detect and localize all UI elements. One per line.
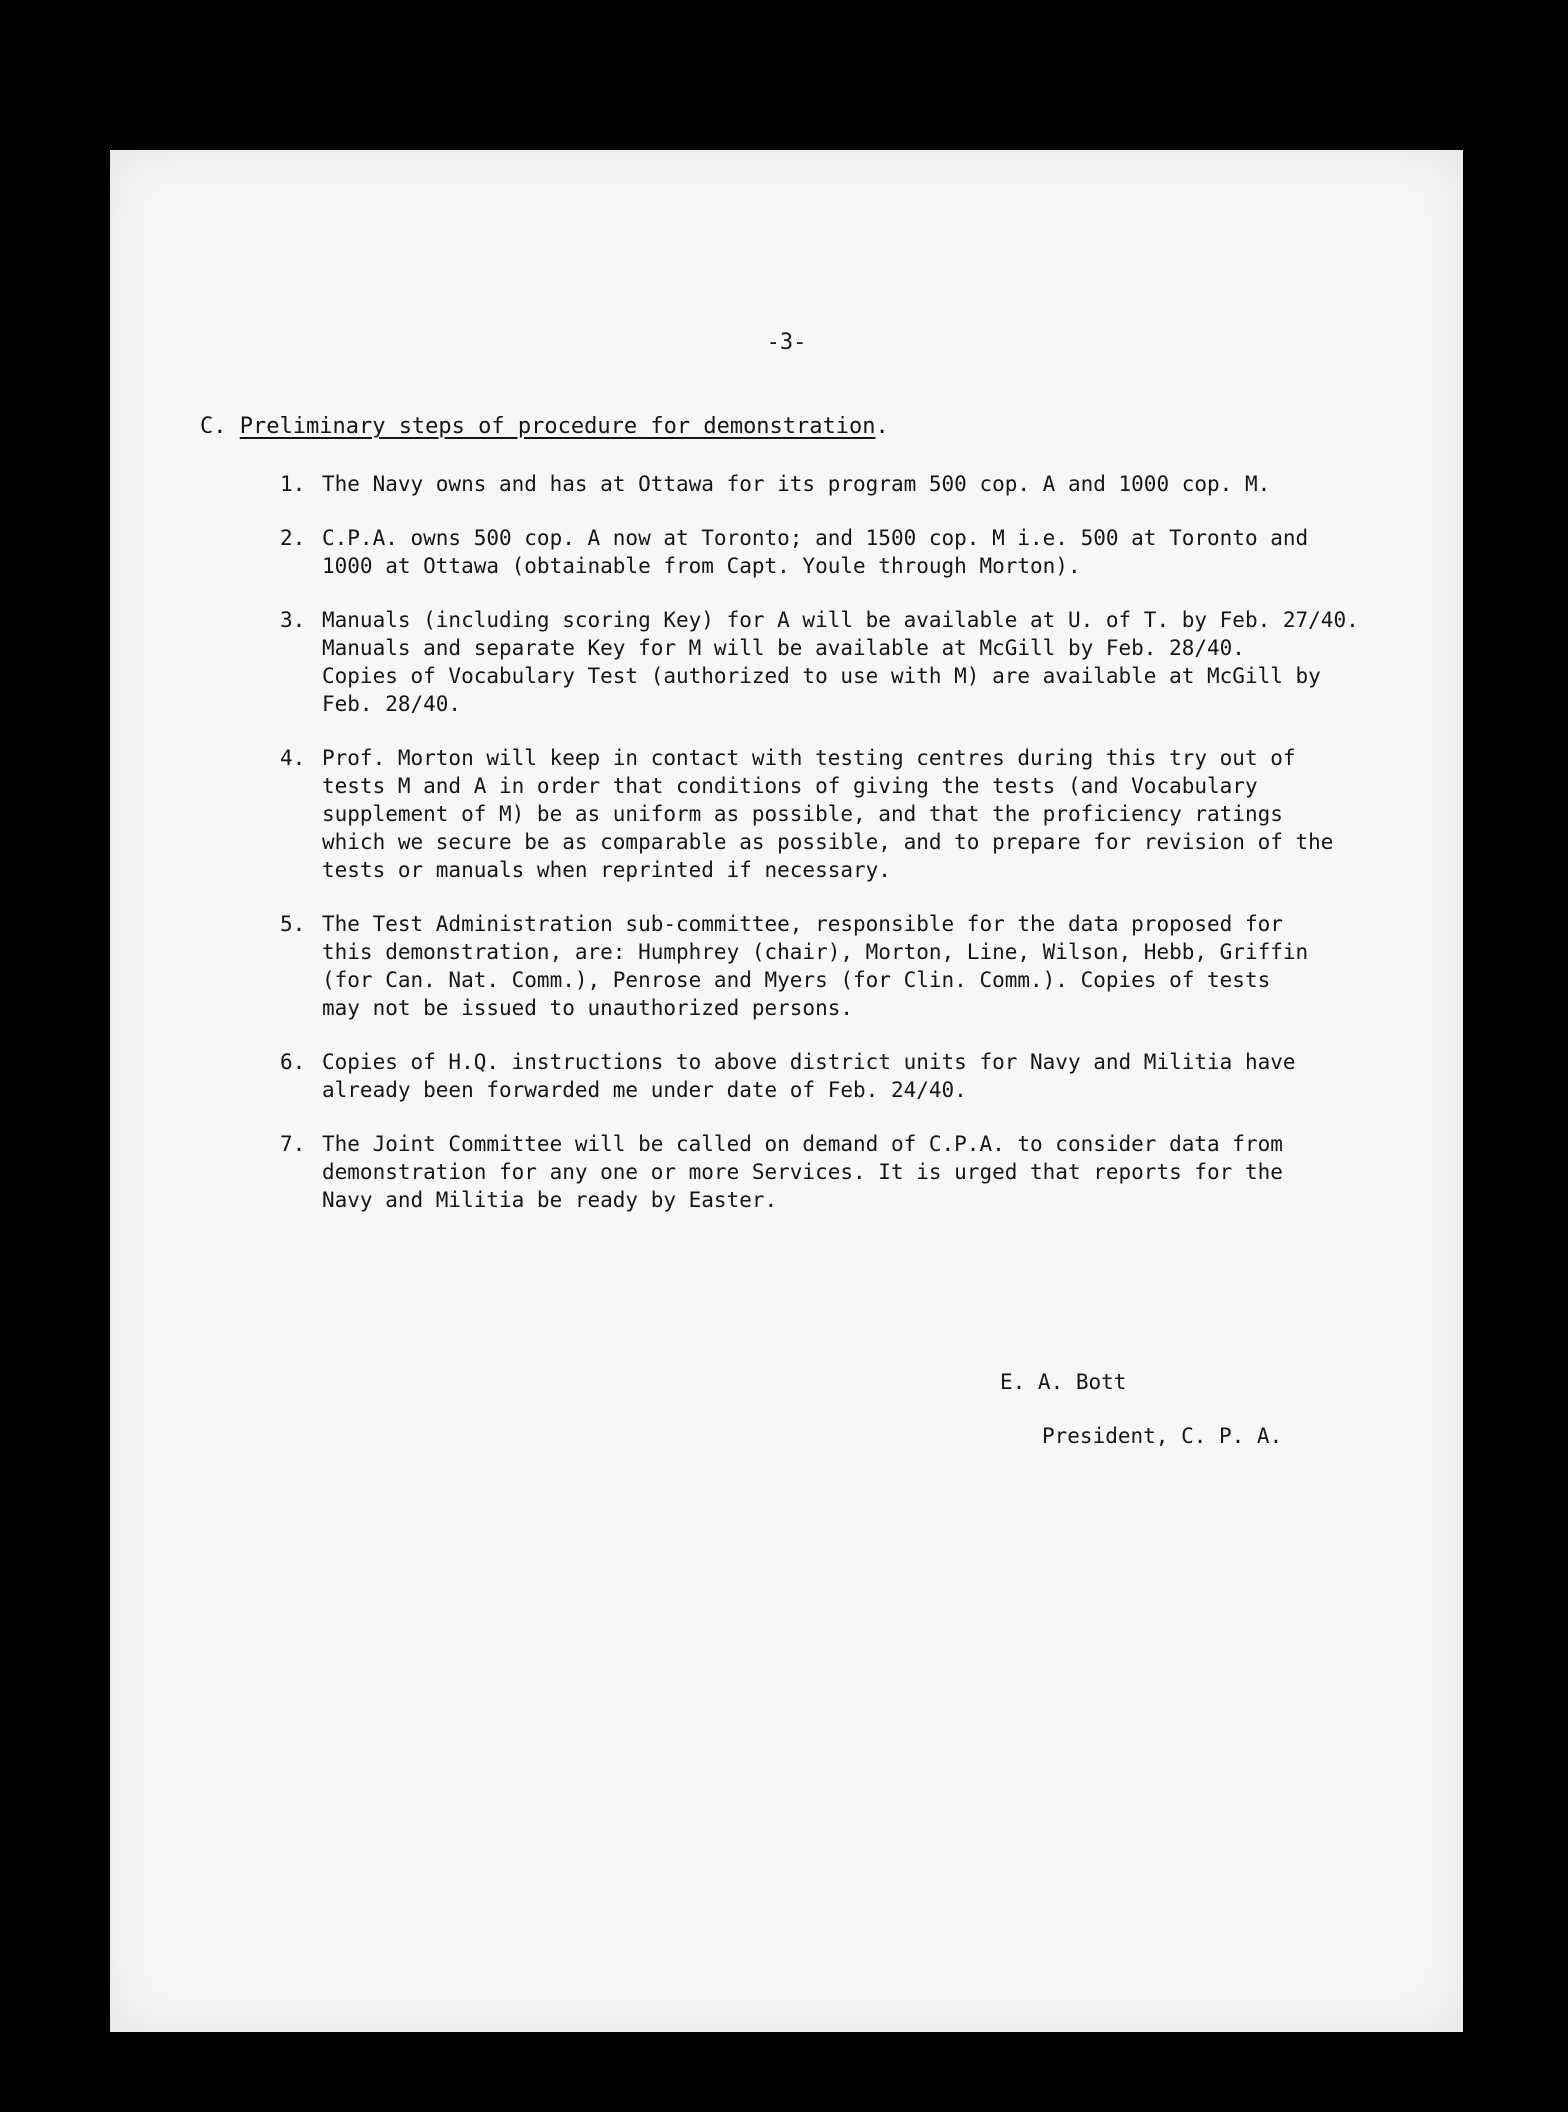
- page-number: -3-: [766, 330, 807, 355]
- list-item: [280, 1130, 1420, 1214]
- item-text: The Test Administration sub-committee, responsible for the data proposed for this demonstration, are: Humphrey (chair), Morton, Line, Wilson, Hebb, Griffin (for Can. Nat. Comm.), Penrose and Myers (for Clin. Comm.). Copies of tests may not be issued to unauthorized persons.: [322, 912, 1309, 1020]
- signatory-title: President, C. P. A.: [1042, 1424, 1283, 1448]
- item-number: 4.: [280, 746, 306, 770]
- item-text: Copies of H.Q. instructions to above district units for Navy and Militia have already been forwarded me under date of Feb. 24/40.: [322, 1050, 1296, 1102]
- signatory-name: E. A. Bott: [1000, 1370, 1127, 1394]
- item-number: 2.: [280, 526, 306, 550]
- item-text: Manuals (including scoring Key) for A will be available at U. of T. by Feb. 27/40. Manuals and separate Key for M will be available at McGill by Feb. 28/40. Copies of Vocabulary Test (authorized to use with M) are available at McGill by Feb. 28/40.: [322, 608, 1359, 716]
- list-item: [280, 524, 1420, 580]
- item-text: The Joint Committee will be called on demand of C.P.A. to consider data from demonstration for any one or more Services. It is urged that reports for the Navy and Militia be ready by Easter.: [322, 1132, 1283, 1212]
- list-item: [280, 910, 1420, 1022]
- list-item: [280, 606, 1420, 718]
- item-text: Prof. Morton will keep in contact with testing centres during this try out of tests M and A in order that conditions of giving the tests (and Vocabulary supplement of M) be as uniform as possible, and that the proficiency ratings which we secure be as comparable as possible, and to prepare for revision of the tests or manuals when reprinted if necessary.: [322, 746, 1334, 882]
- signature-block: [1000, 1368, 1282, 1450]
- item-text: C.P.A. owns 500 cop. A now at Toronto; and 1500 cop. M i.e. 500 at Toronto and 1000 at Ottawa (obtainable from Capt. Youle through Morton).: [322, 526, 1309, 578]
- item-number: 3.: [280, 608, 306, 632]
- section-heading: [200, 414, 889, 439]
- item-number: 1.: [280, 472, 306, 496]
- item-number: 7.: [280, 1132, 306, 1156]
- section-title-end: .: [875, 414, 889, 439]
- list-item: [280, 1048, 1420, 1104]
- item-text: The Navy owns and has at Ottawa for its program 500 cop. A and 1000 cop. M.: [322, 472, 1271, 496]
- document-page: [110, 150, 1463, 2032]
- procedure-list: [280, 470, 1420, 1240]
- list-item: [280, 744, 1420, 884]
- section-letter: C.: [200, 414, 227, 439]
- item-number: 5.: [280, 912, 306, 936]
- item-number: 6.: [280, 1050, 306, 1074]
- list-item: [280, 470, 1420, 498]
- section-title: Preliminary steps of procedure for demonstration: [239, 414, 876, 439]
